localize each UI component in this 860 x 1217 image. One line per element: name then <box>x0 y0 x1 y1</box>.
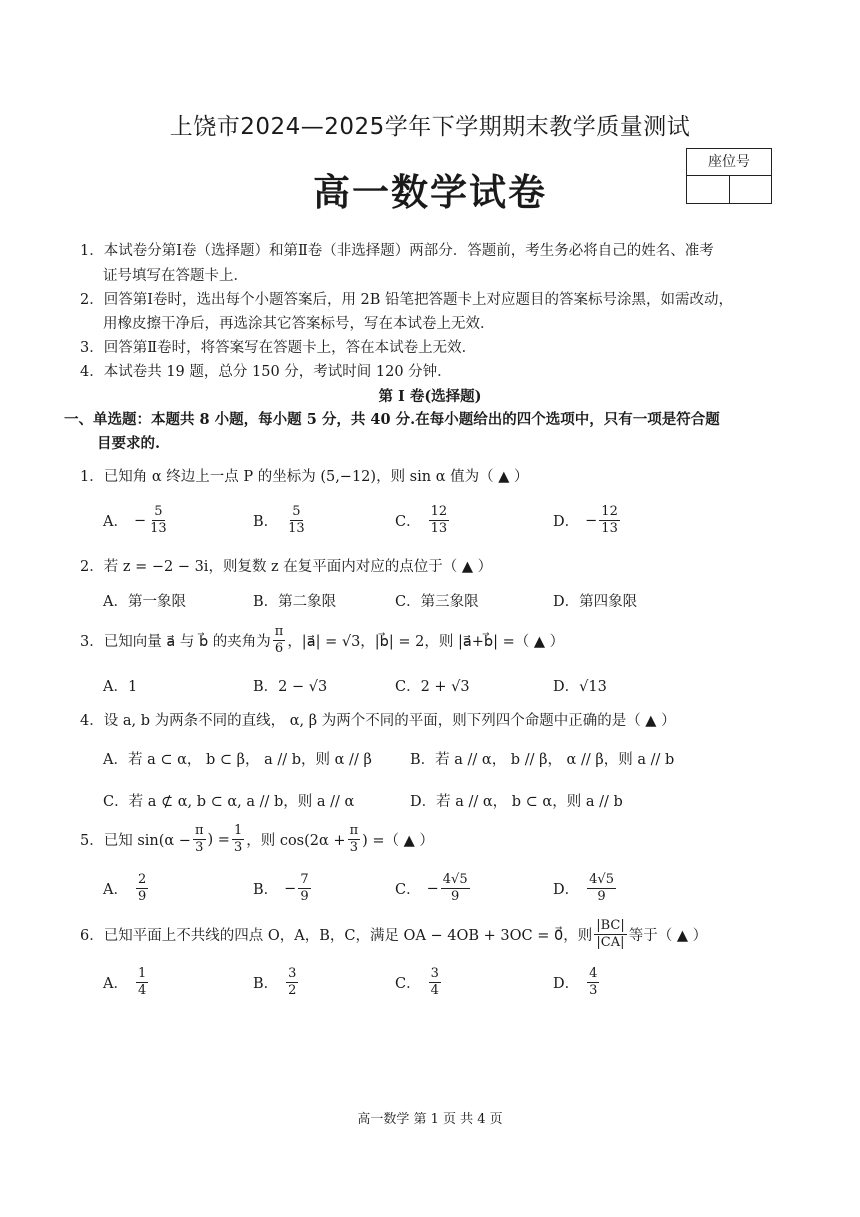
question-2-option-d: D．第四象限 <box>553 594 638 610</box>
question-1-option-b: B． $\frac{5}{13}$ <box>253 504 305 536</box>
instruction-line: 用橡皮擦干净后，再选涂其它答案标号，写在本试卷上无效． <box>103 316 495 332</box>
question-5-option-c: C． − $\frac{4√5}{9}$ <box>395 872 468 904</box>
question-2-option-c: C．第三象限 <box>395 594 479 610</box>
question-4-option-b: B．若 a // α， b // β， α // β，则 a // b <box>410 752 675 768</box>
question-6-option-b: B． $\frac{3}{2}$ <box>253 966 297 998</box>
question-1-option-d: D． − $\frac{12}{13}$ <box>553 504 618 536</box>
question-2-stem: 2．若 z = −2 − 3i，则复数 z 在复平面内对应的点位于（ ▲ ） <box>80 559 493 575</box>
section-title: 第 I 卷(选择题) <box>378 388 482 405</box>
exam-subtitle: 高一数学试卷 <box>313 171 547 214</box>
instruction-line: 4．本试卷共 19 题，总分 150 分，考试时间 120 分钟． <box>80 364 452 380</box>
section-heading: 一、单选题：本题共 8 小题，每小题 5 分，共 40 分.在每小题给出的四个选项中，只有一项是符合题 <box>64 411 720 428</box>
question-5-stem: 5．已知 sin(α − $\frac{\pi}{3}$ ) = $\frac{1}{3}$ ，则 cos(2α + $\frac{\pi}{3}$ ) =（ ▲ ） <box>80 823 434 855</box>
seat-number-cell-2 <box>730 176 772 203</box>
question-1-option-a: A． − $\frac{5}{13}$ <box>103 504 167 536</box>
question-5-option-d: D． $\frac{4√5}{9}$ <box>553 872 614 904</box>
instruction-line: 证号填写在答题卡上． <box>103 268 248 284</box>
question-3-option-a: A．1 <box>103 679 138 695</box>
question-1-option-c: C． $\frac{12}{13}$ <box>395 504 448 536</box>
question-6-option-c: C． $\frac{3}{4}$ <box>395 966 439 998</box>
question-3-option-c: C．2 + √3 <box>395 679 470 695</box>
instruction-line: 1．本试卷分第Ⅰ卷（选择题）和第Ⅱ卷（非选择题）两部分．答题前，考生务必将自己的姓名、准考 <box>80 243 714 259</box>
question-3-stem: 3．已知向量 a⃗ 与 b⃗ 的夹角为 $\frac{\pi}{6}$ ，|a⃗| = √3，|b⃗| = 2，则 |a⃗+b⃗| =（ ▲ ） <box>80 624 565 656</box>
seat-number-box <box>686 148 772 204</box>
instruction-line: 2．回答第Ⅰ卷时，选出每个小题答案后，用 2B 铅笔把答题卡上对应题目的答案标号涂黑，如需改动， <box>80 292 734 308</box>
question-2-option-b: B．第二象限 <box>253 594 337 610</box>
question-3-option-b: B．2 − √3 <box>253 679 328 695</box>
question-1-stem: 1．已知角 α 终边上一点 P 的坐标为 (5,−12)，则 sin α 值为（ ▲ ） <box>80 469 529 485</box>
question-5-option-b: B． − $\frac{7}{9}$ <box>253 872 309 904</box>
question-4-option-d: D．若 a // α， b ⊂ α，则 a // b <box>410 794 623 810</box>
question-2-option-a: A．第一象限 <box>103 594 186 610</box>
seat-number-label: 座位号 <box>687 149 771 176</box>
question-6-stem: 6．已知平面上不共线的四点 O，A，B，C，满足 OA − 4OB + 3OC = 0⃗，则 $\frac{|BC|}{|CA|}$ 等于（ ▲ ） <box>80 918 708 950</box>
seat-number-cell-1 <box>687 176 730 203</box>
question-6-option-d: D． $\frac{4}{3}$ <box>553 966 598 998</box>
question-4-option-a: A．若 a ⊂ α， b ⊂ β， a // b，则 α // β <box>103 752 372 768</box>
instruction-line: 3．回答第Ⅱ卷时，将答案写在答题卡上，答在本试卷上无效． <box>80 340 477 356</box>
question-5-option-a: A． $\frac{2}{9}$ <box>103 872 147 904</box>
section-heading-continued: 目要求的. <box>97 435 161 452</box>
page-footer: 高一数学 第 1 页 共 4 页 <box>357 1112 503 1127</box>
question-3-option-d: D．√13 <box>553 679 607 695</box>
question-4-option-c: C．若 a ⊄ α, b ⊂ α, a // b，则 a // α <box>103 794 355 810</box>
exam-title: 上饶市2024—2025学年下学期期末教学质量测试 <box>169 114 691 140</box>
question-4-stem: 4．设 a, b 为两条不同的直线， α, β 为两个不同的平面，则下列四个命题中正确的是（ ▲ ） <box>80 713 676 729</box>
question-6-option-a: A． $\frac{1}{4}$ <box>103 966 147 998</box>
